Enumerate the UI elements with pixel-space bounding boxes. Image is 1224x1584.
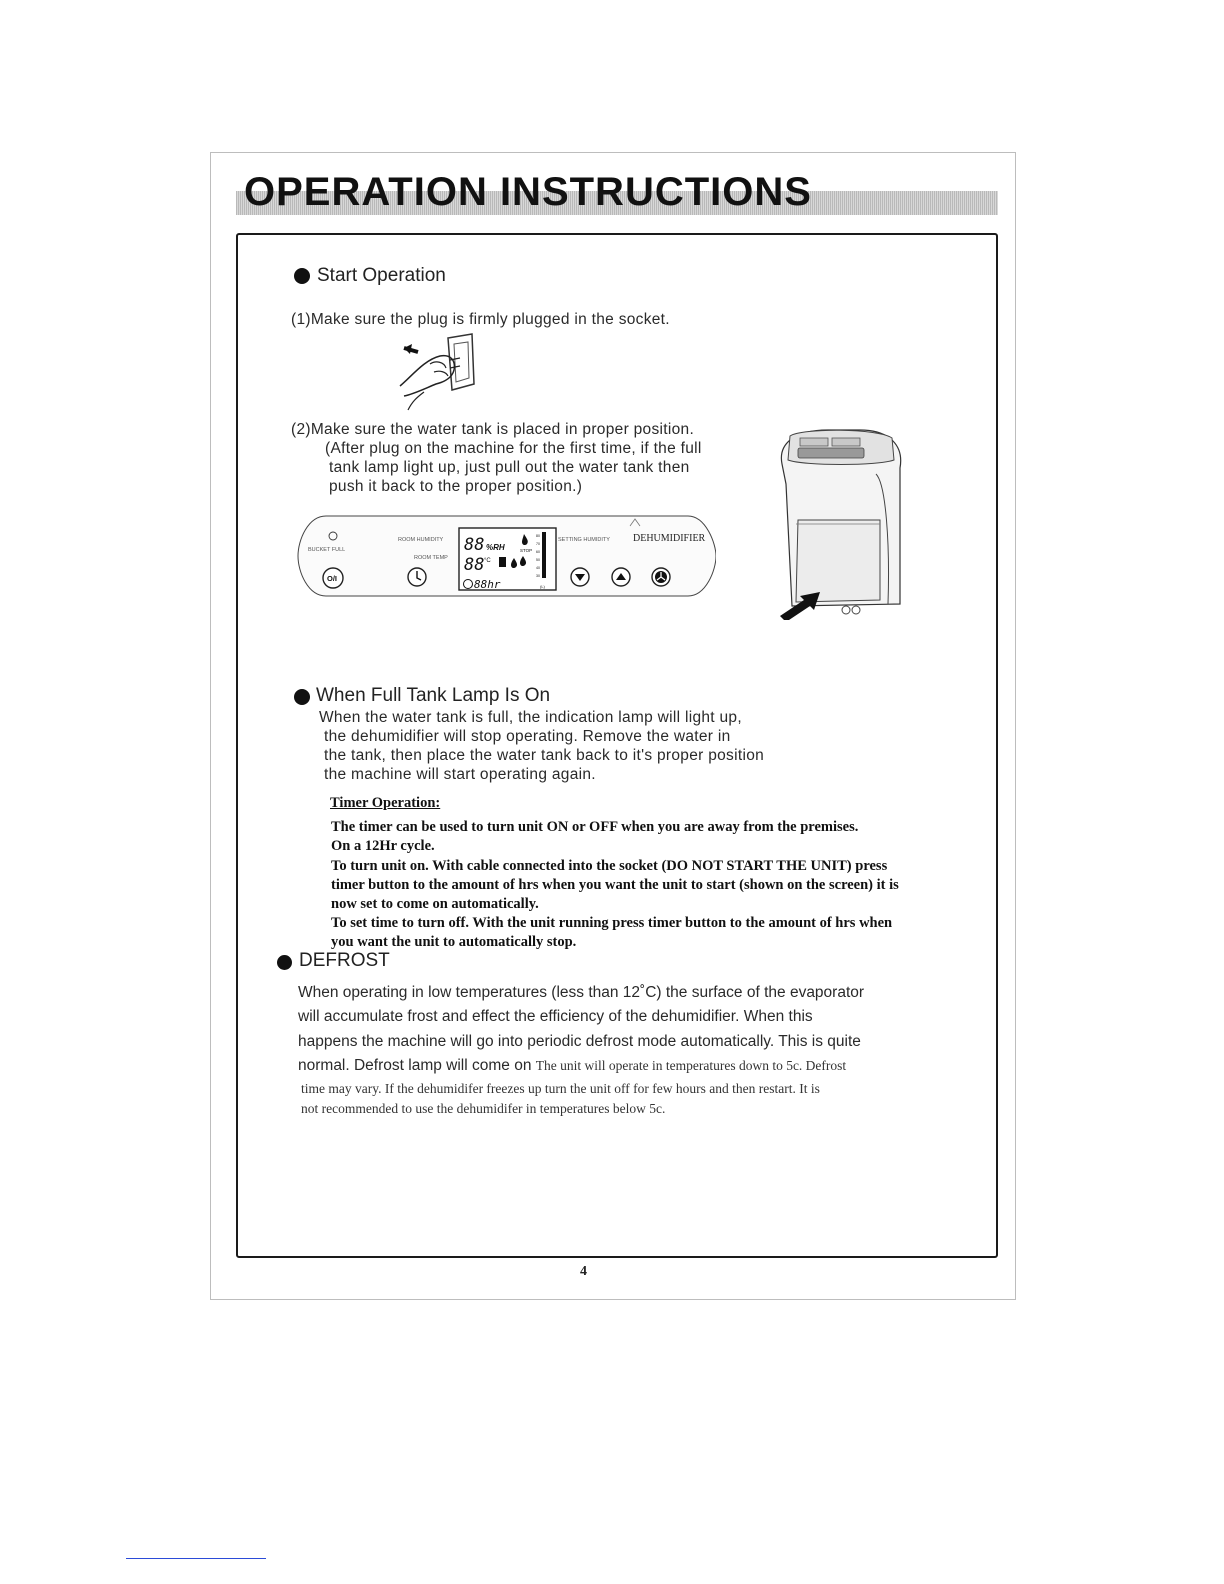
lcd-stop-label: STOP [520, 548, 533, 553]
defrost-note-line-1: time may vary. If the dehumidifer freezes up turn the unit off for few hours and then restart. It is [301, 1081, 820, 1096]
defrost-line-4 [298, 1054, 846, 1079]
svg-text:50: 50 [536, 558, 540, 562]
level-bar [542, 532, 546, 578]
defrost-line-4-serif: The unit will operate in temperatures down to 5c. Defrost [535, 1058, 847, 1073]
timer-line-3: To turn unit on. With cable connected into the socket (DO NOT START THE UNIT) press [331, 858, 888, 874]
full-tank-line-3: the tank, then place the water tank back to it's proper position [324, 747, 765, 764]
defrost-line-4-sans: normal. Defrost lamp will come on [298, 1057, 532, 1074]
bullet-icon [277, 955, 292, 970]
control-panel [296, 514, 716, 598]
timer-line-4: timer button to the amount of hrs when you want the unit to start (shown on the screen) it is [331, 877, 899, 893]
lcd-humidity-unit: %RH [486, 543, 505, 552]
tank-icon [499, 557, 506, 567]
dehumidifier-illustration [768, 424, 910, 620]
step-2-line-2: (After plug on the machine for the first time, if the full [325, 440, 702, 457]
timer-operation-title: Timer Operation: [330, 795, 441, 811]
room-temp-label: ROOM TEMP [414, 555, 448, 561]
lcd-temp-unit: °C [484, 558, 491, 564]
room-humidity-label: ROOM HUMIDITY [398, 537, 444, 543]
defrost-line-1: When operating in low temperatures (less than 12˚C) the surface of the evaporator [298, 984, 865, 1001]
step-2-line-1: (2)Make sure the water tank is placed in proper position. [291, 421, 695, 438]
full-tank-line-1: When the water tank is full, the indication lamp will light up, [319, 709, 742, 726]
timer-line-1: The timer can be used to turn unit ON or OFF when you are away from the premises. [331, 819, 859, 835]
lcd-level-unit: (L) [540, 584, 545, 589]
timer-line-7: you want the unit to automatically stop. [331, 934, 577, 950]
full-tank-line-4: the machine will start operating again. [324, 766, 596, 783]
defrost-line-2: will accumulate frost and effect the efficiency of the dehumidifier. When this [298, 1008, 813, 1025]
full-tank-heading: When Full Tank Lamp Is On [316, 685, 551, 706]
full-tank-line-2: the dehumidifier will stop operating. Remove the water in [324, 728, 731, 745]
svg-text:70: 70 [536, 542, 540, 546]
timer-line-5: now set to come on automatically. [331, 896, 539, 912]
step-2-line-3: tank lamp light up, just pull out the water tank then [329, 459, 690, 476]
start-operation-heading: Start Operation [317, 265, 446, 286]
svg-text:80: 80 [536, 534, 540, 538]
lcd-temp-value: 88 [464, 555, 485, 575]
footer-rule [126, 1558, 266, 1559]
setting-humidity-label: SETTING HUMIDITY [558, 537, 610, 543]
bullet-icon [294, 689, 310, 705]
page-number: 4 [580, 1264, 587, 1279]
power-button-label: O/I [327, 574, 338, 583]
defrost-line-3: happens the machine will go into periodic defrost mode automatically. This is quite [298, 1033, 861, 1050]
lcd-timer-value: 88hr [474, 578, 501, 591]
fan-icon [655, 571, 667, 583]
timer-line-2: On a 12Hr cycle. [331, 838, 435, 854]
timer-line-6: To set time to turn off. With the unit running press timer button to the amount of hrs when [331, 915, 893, 931]
defrost-note-line-2: not recommended to use the dehumidifer in temperatures below 5c. [301, 1101, 666, 1116]
page-title: OPERATION INSTRUCTIONS [244, 170, 812, 214]
bullet-icon [294, 268, 310, 284]
step-1-text: (1)Make sure the plug is firmly plugged in the socket. [291, 311, 670, 328]
plug-illustration [390, 330, 490, 412]
step-2-line-4: push it back to the proper position.) [329, 478, 583, 495]
bucket-full-label: BUCKET FULL [308, 547, 346, 553]
defrost-heading: DEFROST [299, 950, 390, 971]
svg-text:60: 60 [536, 550, 540, 554]
svg-text:30: 30 [536, 574, 540, 578]
brand-label: DEHUMIDIFIER [633, 533, 706, 544]
lcd-humidity-value: 88 [464, 535, 485, 555]
svg-text:40: 40 [536, 566, 540, 570]
